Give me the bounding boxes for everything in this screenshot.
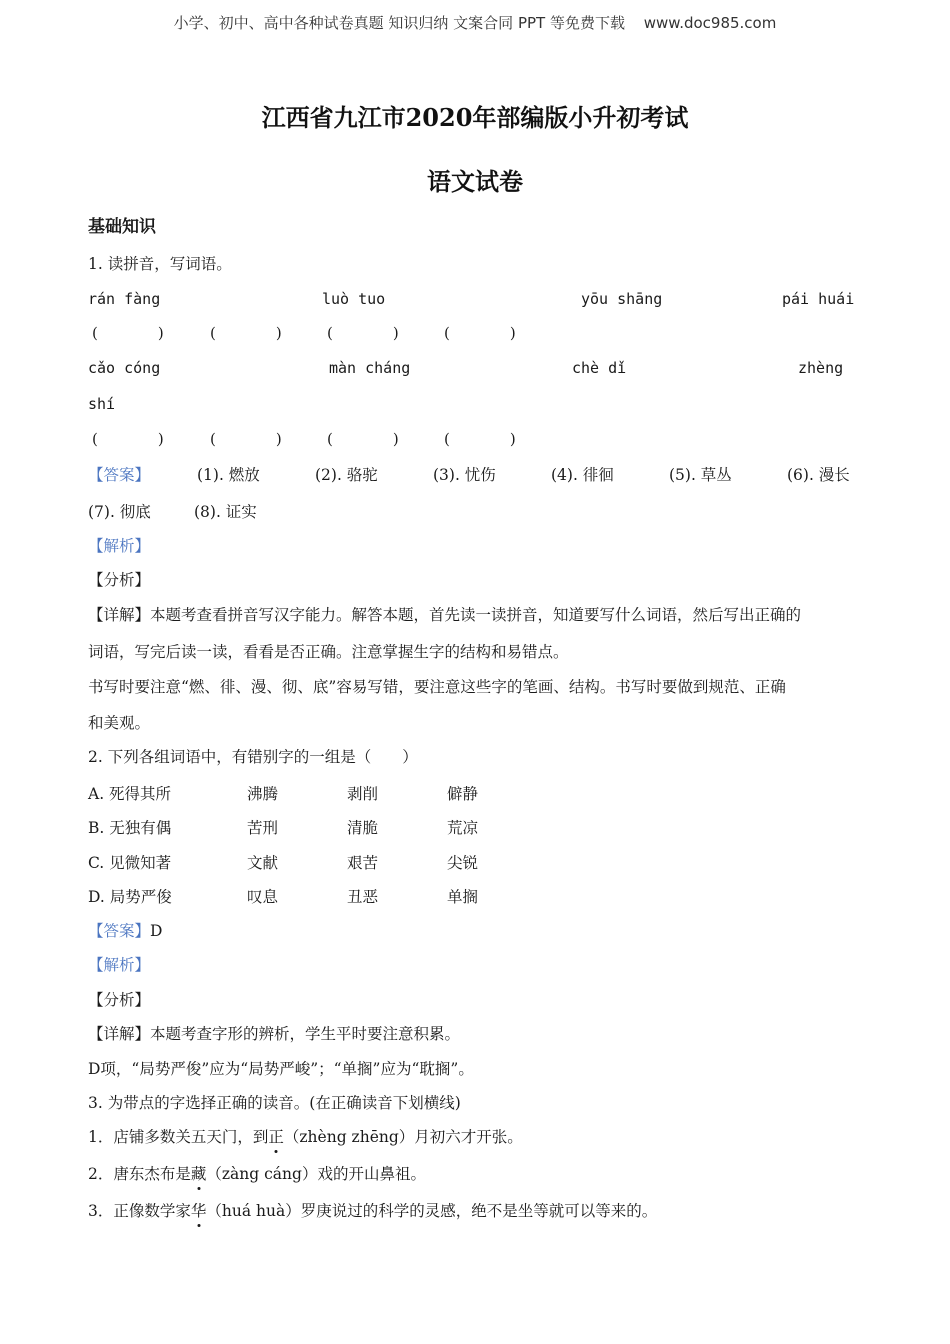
q2-option-d: D. 局势严俊 xyxy=(88,888,172,906)
q1-stem: 1. 读拼音，写词语。 xyxy=(88,255,232,273)
q3-item-1 xyxy=(88,1126,523,1148)
q3-item-2-post[interactable]: （zàng cáng）戏的开山鼻祖。 xyxy=(206,1165,426,1183)
q3-item-1-post[interactable]: （zhèng zhēng）月初六才开张。 xyxy=(283,1128,523,1146)
header-text: 小学、初中、高中各种试卷真题 知识归纳 文案合同 PPT 等免费下载 xyxy=(173,14,625,32)
q2-stem: 2. 下列各组词语中，有错别字的一组是（ ） xyxy=(88,748,418,766)
q3-item-2 xyxy=(88,1163,426,1185)
q2-option-c-word-2: 文献 xyxy=(247,854,279,872)
q1-blank-2[interactable]: ( ) xyxy=(210,324,282,342)
q2-answer: D xyxy=(150,922,163,940)
page-header-banner xyxy=(0,12,950,33)
exam-subtitle: 语文试卷 xyxy=(427,167,523,196)
q1-answer-4: (4). 徘徊 xyxy=(551,466,614,484)
q1-pinyin-3: yōu shāng xyxy=(581,290,663,308)
q2-option-b: B. 无独有偶 xyxy=(88,819,172,837)
q1-blank-5[interactable]: ( ) xyxy=(92,430,164,448)
q2-option-b-word-2: 苦刑 xyxy=(247,819,279,837)
q2-option-d-word-3: 丑恶 xyxy=(347,888,379,906)
q1-blank-4[interactable]: ( ) xyxy=(444,324,516,342)
q1-pinyin-2: luò tuo xyxy=(322,290,386,308)
q1-blank-8[interactable]: ( ) xyxy=(444,430,516,448)
q2-option-b-word-3: 清脆 xyxy=(347,819,379,837)
q3-stem: 3. 为带点的字选择正确的读音。(在正确读音下划横线) xyxy=(88,1094,461,1112)
q3-item-1-pre: 1．店铺多数关五天门，到 xyxy=(88,1128,269,1146)
exam-title: 江西省九江市2020年部编版小升初考试 xyxy=(261,103,689,132)
q2-answer-tag: 【答案】 xyxy=(88,922,151,940)
q2-option-c-word-3: 艰苦 xyxy=(347,854,379,872)
q1-detail-tag: 【详解】 xyxy=(88,606,151,624)
q3-item-3 xyxy=(88,1200,657,1222)
q3-item-2-pre: 2．唐东杰布是 xyxy=(88,1165,191,1183)
q1-blank-1[interactable]: ( ) xyxy=(92,324,164,342)
q2-jiexi: 【解析】 xyxy=(88,956,151,974)
q1-answer-tag: 【答案】 xyxy=(88,466,151,484)
q1-answer-5: (5). 草丛 xyxy=(669,466,732,484)
q2-answer-line xyxy=(88,920,162,942)
q1-pinyin-7: chè dǐ xyxy=(572,359,627,377)
q1-pinyin-1: rán fàng xyxy=(88,290,161,308)
q1-detail-line-4: 和美观。 xyxy=(88,714,151,732)
q1-answer-1: (1). 燃放 xyxy=(197,466,260,484)
q1-detail-line-1 xyxy=(88,604,801,626)
q1-detail-line-3: 书写时要注意“燃、徘、漫、彻、底”容易写错，要注意这些字的笔画、结构。书写时要做到规范、正确 xyxy=(88,678,786,696)
q1-pinyin-8-wrap: shí xyxy=(88,395,116,413)
q2-detail-tag: 【详解】 xyxy=(88,1025,151,1043)
q2-option-c-word-4: 尖锐 xyxy=(447,854,479,872)
q1-pinyin-4: pái huái xyxy=(782,290,855,308)
q2-option-a-word-4: 僻静 xyxy=(447,785,479,803)
q3-item-3-post[interactable]: （huá huà）罗庚说过的科学的灵感，绝不是坐等就可以等来的。 xyxy=(206,1202,658,1220)
q2-option-c: C. 见微知著 xyxy=(88,854,172,872)
q1-pinyin-6: màn cháng xyxy=(329,359,411,377)
q2-option-a: A. 死得其所 xyxy=(88,785,172,803)
q1-detail-text-1: 本题考查看拼音写汉字能力。解答本题，首先读一读拼音，知道要写什么词语，然后写出正确的 xyxy=(150,606,802,624)
q2-option-a-word-3: 剥削 xyxy=(347,785,379,803)
q3-item-2-dotted-char: 藏 xyxy=(190,1165,207,1183)
q2-detail-line-2: D项，“局势严俊”应为“局势严峻”；“单搁”应为“耽搁”。 xyxy=(88,1060,474,1078)
q2-detail-text-1: 本题考查字形的辨析，学生平时要注意积累。 xyxy=(150,1025,461,1043)
q1-blank-6[interactable]: ( ) xyxy=(210,430,282,448)
q3-item-1-dotted-char: 正 xyxy=(268,1128,284,1146)
header-site-url[interactable]: www.doc985.com xyxy=(643,14,777,32)
q3-item-3-pre: 3．正像数学家 xyxy=(88,1202,191,1220)
q3-item-3-dotted-char: 华 xyxy=(190,1202,207,1220)
q1-answer-7: (7). 彻底 xyxy=(88,503,151,521)
q1-pinyin-8: zhèng xyxy=(798,359,844,377)
q1-detail-line-2: 词语，写完后读一读，看看是否正确。注意掌握生字的结构和易错点。 xyxy=(88,643,569,661)
section-heading: 基础知识 xyxy=(88,217,156,237)
q1-fenxi: 【分析】 xyxy=(88,571,151,589)
q1-answer-3: (3). 忧伤 xyxy=(433,466,496,484)
q1-blank-3[interactable]: ( ) xyxy=(327,324,399,342)
q1-jiexi: 【解析】 xyxy=(88,537,151,555)
q2-option-d-word-2: 叹息 xyxy=(247,888,279,906)
q2-option-d-word-4: 单搁 xyxy=(447,888,479,906)
q1-blank-7[interactable]: ( ) xyxy=(327,430,399,448)
q1-answer-8: (8). 证实 xyxy=(194,503,257,521)
q1-answer-6: (6). 漫长 xyxy=(787,466,850,484)
q2-fenxi: 【分析】 xyxy=(88,991,151,1009)
q1-pinyin-5: cǎo cóng xyxy=(88,359,161,377)
q2-detail-line-1 xyxy=(88,1023,460,1045)
q1-answer-2: (2). 骆驼 xyxy=(315,466,378,484)
q2-option-a-word-2: 沸腾 xyxy=(247,785,279,803)
q2-option-b-word-4: 荒凉 xyxy=(447,819,479,837)
